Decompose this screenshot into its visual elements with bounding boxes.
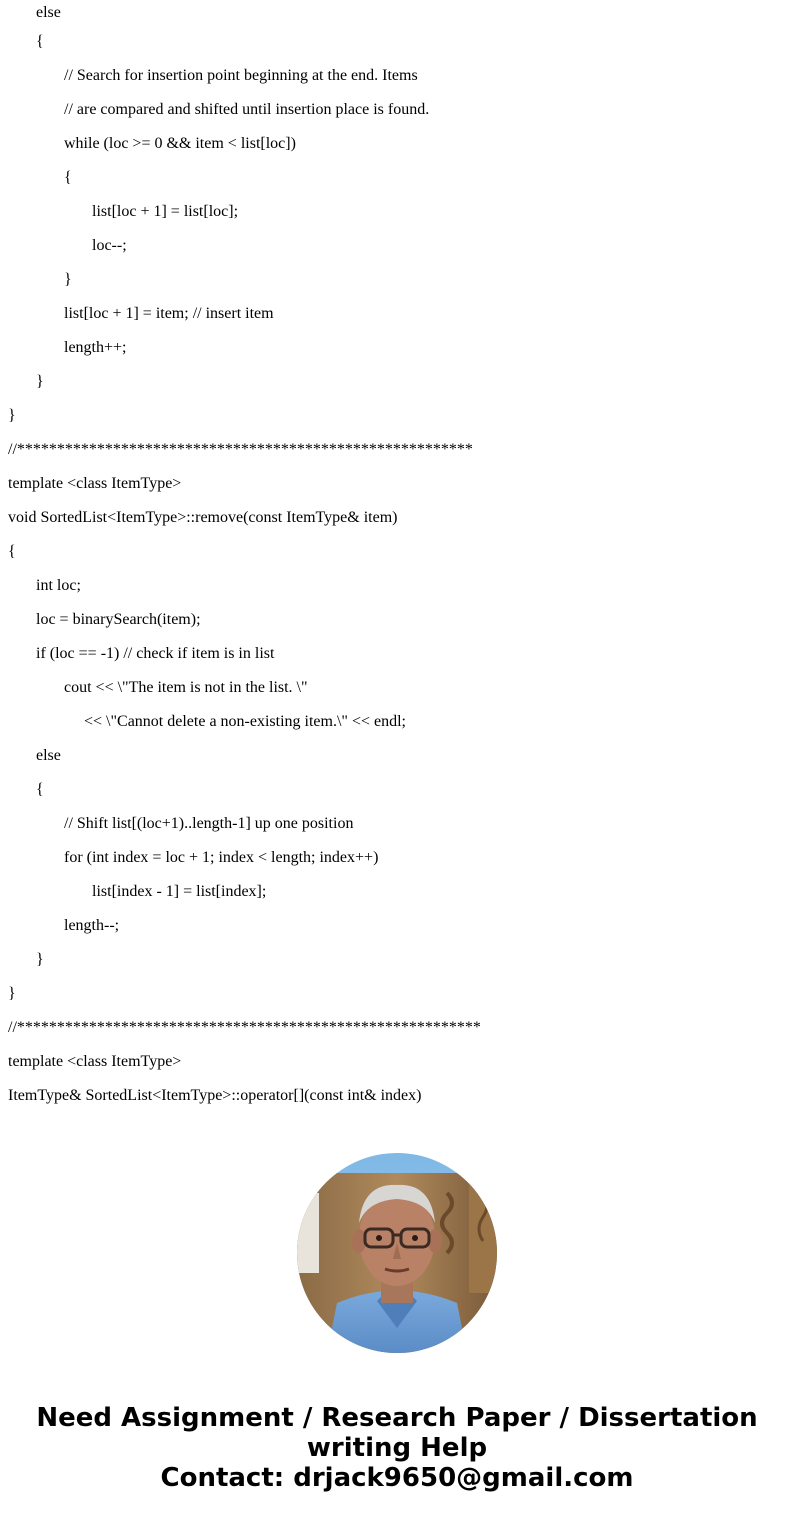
code-line: // are compared and shifted until insertion place is found. [64,101,430,118]
code-line: for (int index = loc + 1; index < length; index++) [64,849,379,866]
promo-line-3: Contact: drjack9650@gmail.com [160,1463,634,1493]
code-line: { [36,781,44,798]
code-line: while (loc >= 0 && item < list[loc]) [64,135,296,152]
code-line: loc = binarySearch(item); [36,611,201,628]
code-line: // Search for insertion point beginning at the end. Items [64,67,418,84]
author-avatar [297,1153,497,1353]
promo-line-2: writing Help [306,1433,488,1463]
code-line: template <class ItemType> [8,475,182,492]
author-photo-icon [297,1153,497,1353]
code-line: } [64,271,72,288]
code-line: { [64,169,72,186]
code-line: << \"Cannot delete a non-existing item.\" << endl; [84,713,406,730]
code-line: { [8,543,16,560]
code-line: list[loc + 1] = list[loc]; [92,203,239,220]
code-line: loc--; [92,237,127,254]
code-line: ItemType& SortedList<ItemType>::operator[](const int& index) [8,1087,422,1104]
code-listing [8,0,788,1117]
code-line: } [8,407,16,424]
code-line: } [8,985,16,1002]
code-line: else [36,4,61,21]
code-line: int loc; [36,577,81,594]
code-line: length--; [64,917,120,934]
code-line: template <class ItemType> [8,1053,182,1070]
code-line: cout << \"The item is not in the list. \" [64,679,308,696]
code-line: } [36,373,44,390]
code-line: void SortedList<ItemType>::remove(const ItemType& item) [8,509,398,526]
code-line: } [36,951,44,968]
code-line: else [36,747,61,764]
code-line: list[loc + 1] = item; // insert item [64,305,274,322]
promo-line-1: Need Assignment / Research Paper / Dissertation [36,1403,758,1433]
code-line: //********************************************************** [8,1019,481,1036]
code-line: // Shift list[(loc+1)..length-1] up one position [64,815,354,832]
code-line: //********************************************************* [8,441,473,458]
code-line: { [36,33,44,50]
promo-banner [0,1403,794,1493]
code-line: length++; [64,339,127,356]
code-line: if (loc == -1) // check if item is in list [36,645,275,662]
code-line: list[index - 1] = list[index]; [92,883,267,900]
